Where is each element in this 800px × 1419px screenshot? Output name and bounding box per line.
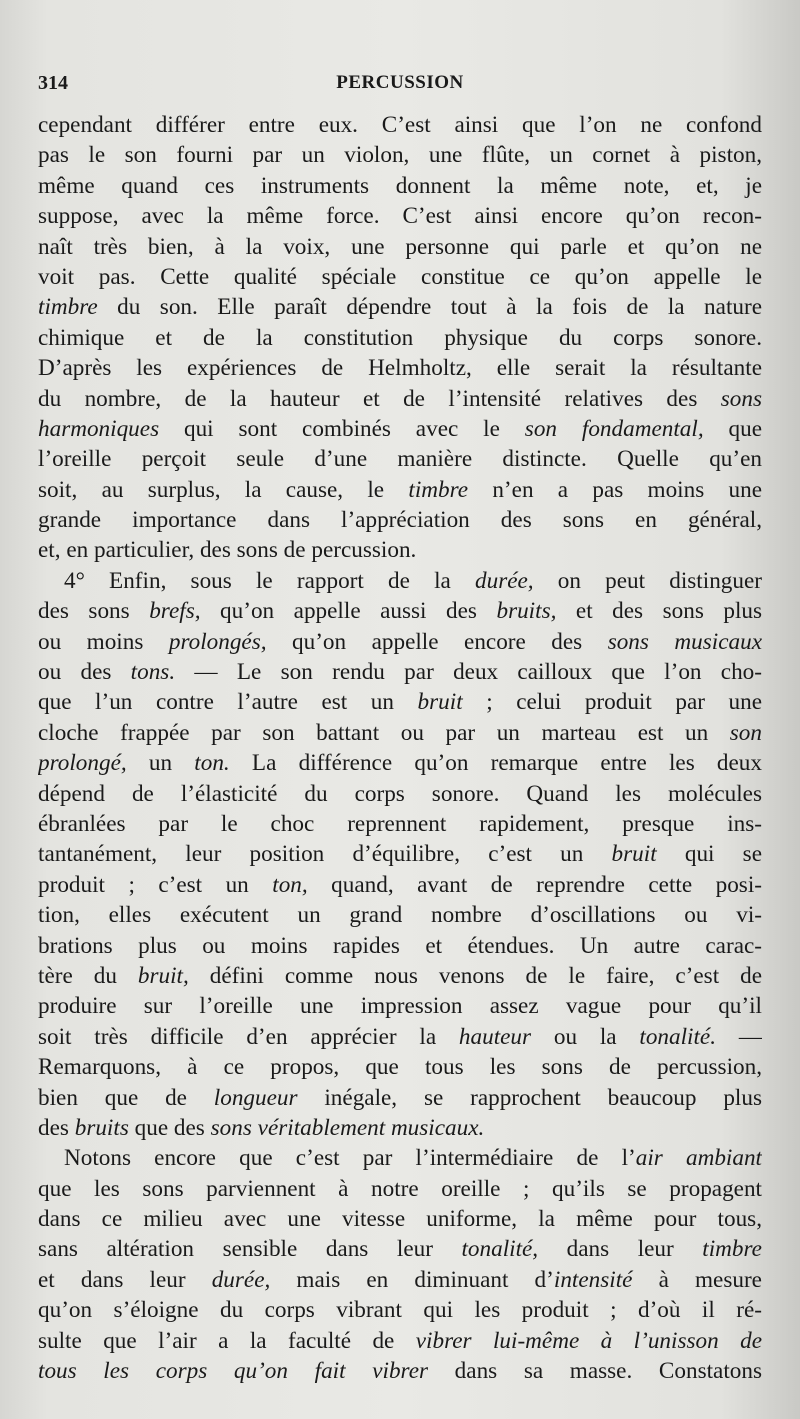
italic-run: sons musicaux: [607, 628, 762, 655]
text-line: [38, 292, 762, 322]
text-run: mais en diminuant d’: [270, 1266, 554, 1293]
text-line: [38, 535, 762, 565]
italic-run: bruit: [611, 841, 657, 868]
text-run: cependant différer entre eux. C’est ainsi que l’on ne confond: [38, 112, 762, 138]
text-run: 4° Enfin, sous le rapport de la: [64, 567, 475, 594]
italic-run: harmoniques: [38, 415, 160, 442]
text-line: [38, 870, 762, 900]
text-run: ou moins: [38, 628, 169, 655]
text-line: [38, 657, 762, 687]
text-run: dépend de l’élasticité du corps sonore. Quand les molécules: [38, 780, 762, 807]
text-run: à mesure: [632, 1266, 762, 1293]
text-line: [38, 991, 762, 1021]
italic-run: prolongés,: [168, 628, 267, 655]
text-line: [38, 718, 762, 748]
text-run: que: [703, 415, 762, 442]
text-line: [38, 323, 762, 353]
text-run: soit, au surplus, la cause, le: [38, 476, 409, 503]
text-run: voit pas. Cette qualité spéciale constitue ce qu’on appelle le: [38, 263, 762, 290]
text-line: [38, 444, 762, 474]
italic-run: vibrer lui-même à l’unisson de: [415, 1327, 762, 1354]
text-line: [38, 414, 762, 444]
text-run: tantanément, leur position d’équilibre, c’est un: [38, 841, 612, 868]
text-run: du nombre, de la hauteur et de l’intensité relatives des: [38, 385, 721, 412]
body-text: [38, 110, 762, 1386]
italic-run: timbre: [38, 294, 98, 321]
text-run: que l’un contre l’autre est un: [38, 689, 418, 716]
text-line: [38, 353, 762, 383]
text-line: [38, 1234, 762, 1264]
text-run: inégale, se rapprochent beaucoup plus: [297, 1084, 762, 1111]
text-run: soit très difficile d’en apprécier la: [38, 1023, 459, 1050]
italic-run: timbre: [408, 476, 469, 503]
italic-run: intensité: [553, 1266, 633, 1293]
text-run: —: [716, 1023, 762, 1050]
text-run: produire sur l’oreille une impression assez vague pour qu’il: [38, 993, 762, 1020]
italic-run: bruits,: [496, 598, 557, 625]
text-run: produit ; c’est un: [38, 871, 273, 898]
text-run: quand, avant de reprendre cette posi-: [307, 871, 762, 898]
running-head: PERCUSSION: [336, 72, 464, 93]
text-line: [38, 1052, 762, 1082]
text-run: et, en particulier, des sons de percussion.: [38, 537, 417, 564]
text-run: défini comme nous venons de le faire, c’est de: [188, 962, 762, 989]
text-run: grande importance dans l’appréciation des sons en général,: [38, 507, 762, 534]
text-line: [38, 1174, 762, 1204]
text-run: que les sons parviennent à notre oreille ; qu’ils se propagent: [38, 1175, 762, 1202]
text-run: un: [126, 750, 195, 777]
text-run: qui se: [656, 841, 762, 868]
text-run: et dans leur: [38, 1266, 212, 1293]
text-line: [38, 931, 762, 961]
italic-run: bruit,: [137, 962, 189, 989]
text-run: bien que de: [38, 1084, 214, 1111]
text-line: [38, 171, 762, 201]
text-run: dans sa masse. Constatons: [428, 1358, 762, 1385]
text-run: — Le son rendu par deux cailloux que l’on cho-: [175, 659, 762, 686]
text-run: que des: [128, 1114, 211, 1141]
italic-run: tonalité,: [461, 1236, 539, 1263]
text-run: qu’on appelle aussi des: [200, 598, 497, 625]
text-run: même quand ces instruments donnent la même note, et, je: [38, 172, 762, 199]
text-line: [38, 505, 762, 535]
text-run: n’en a pas moins une: [468, 476, 762, 503]
italic-run: sons véritablement musicaux.: [210, 1114, 485, 1141]
italic-run: son fondamental,: [524, 415, 704, 442]
text-run: tion, elles exécutent un grand nombre d’oscillations ou vi-: [38, 902, 762, 929]
italic-run: son: [729, 719, 762, 746]
text-run: des sons: [38, 598, 150, 625]
text-run: brations plus ou moins rapides et étendues. Un autre carac-: [38, 932, 762, 959]
text-line: [38, 1204, 762, 1234]
page-number: 314: [38, 72, 68, 94]
text-run: ébranlées par le choc reprennent rapidement, presque ins-: [38, 810, 762, 837]
text-line: [38, 384, 762, 414]
text-line: [38, 1326, 762, 1356]
text-run: on peut distinguer: [533, 567, 762, 594]
text-run: pas le son fourni par un violon, une flûte, un cornet à piston,: [38, 142, 762, 169]
text-line: [38, 566, 762, 596]
text-line: [38, 748, 762, 778]
italic-run: bruits: [74, 1114, 129, 1141]
text-run: cloche frappée par son battant ou par un marteau est un: [38, 719, 730, 746]
text-run: Notons encore que c’est par l’intermédiaire de l’: [64, 1145, 636, 1172]
italic-run: durée,: [475, 567, 534, 594]
text-line: [38, 627, 762, 657]
italic-run: bruit: [417, 689, 463, 716]
text-run: dans leur: [538, 1236, 703, 1263]
text-line: [38, 1265, 762, 1295]
text-run: des: [38, 1114, 75, 1141]
text-line: [38, 596, 762, 626]
text-run: naît très bien, à la voix, une personne qui parle et qu’on ne: [38, 233, 762, 260]
text-run: D’après les expériences de Helmholtz, elle serait la résultante: [38, 355, 762, 382]
text-line: [38, 687, 762, 717]
text-line: [38, 900, 762, 930]
italic-run: hauteur: [458, 1023, 532, 1050]
text-line: [38, 1356, 762, 1386]
italic-run: durée,: [211, 1266, 271, 1293]
text-line: [38, 1022, 762, 1052]
italic-run: timbre: [702, 1236, 762, 1263]
text-run: qu’on appelle encore des: [266, 628, 608, 655]
text-run: l’oreille perçoit seule d’une manière distincte. Quelle qu’en: [38, 446, 762, 473]
italic-run: ton.: [194, 750, 230, 777]
italic-run: air ambiant: [635, 1145, 762, 1172]
italic-run: prolongé,: [38, 750, 127, 777]
italic-run: longueur: [213, 1084, 298, 1111]
text-run: chimique et de la constitution physique du corps sonore.: [38, 324, 762, 351]
text-line: [38, 961, 762, 991]
italic-run: brefs,: [149, 598, 201, 625]
text-run: du son. Elle paraît dépendre tout à la fois de la nature: [97, 294, 762, 321]
text-run: Remarquons, à ce propos, que tous les sons de percussion,: [38, 1054, 762, 1081]
text-line: [38, 1083, 762, 1113]
text-line: [38, 1295, 762, 1325]
text-run: tère du: [38, 962, 138, 989]
italic-run: tous les corps qu’on fait vibrer: [38, 1358, 429, 1385]
text-run: qui sont combinés avec le: [159, 415, 525, 442]
text-line: [38, 1113, 762, 1143]
italic-run: tonalité.: [639, 1023, 717, 1050]
text-line: [38, 201, 762, 231]
text-run: suppose, avec la même force. C’est ainsi encore qu’on recon-: [38, 203, 762, 230]
text-line: [38, 232, 762, 262]
text-line: [38, 1143, 762, 1173]
text-line: [38, 839, 762, 869]
text-run: ou la: [531, 1023, 640, 1050]
page-header: [38, 72, 762, 98]
text-line: [38, 140, 762, 170]
text-run: dans ce milieu avec une vitesse uniforme, la même pour tous,: [38, 1206, 762, 1233]
text-run: sans altération sensible dans leur: [38, 1236, 462, 1263]
italic-run: tons.: [130, 659, 176, 686]
text-line: [38, 779, 762, 809]
text-run: La différence qu’on remarque entre les deux: [229, 750, 762, 777]
text-run: sulte que l’air a la faculté de: [38, 1327, 416, 1354]
text-line: [38, 475, 762, 505]
text-run: et des sons plus: [556, 598, 762, 625]
italic-run: ton,: [272, 871, 308, 898]
text-run: ou des: [38, 659, 131, 686]
text-line: [38, 262, 762, 292]
text-run: ; celui produit par une: [462, 689, 762, 716]
italic-run: sons: [720, 385, 762, 412]
text-run: qu’on s’éloigne du corps vibrant qui les produit ; d’où il ré-: [38, 1297, 762, 1324]
text-line: [38, 809, 762, 839]
text-line: [38, 110, 762, 140]
